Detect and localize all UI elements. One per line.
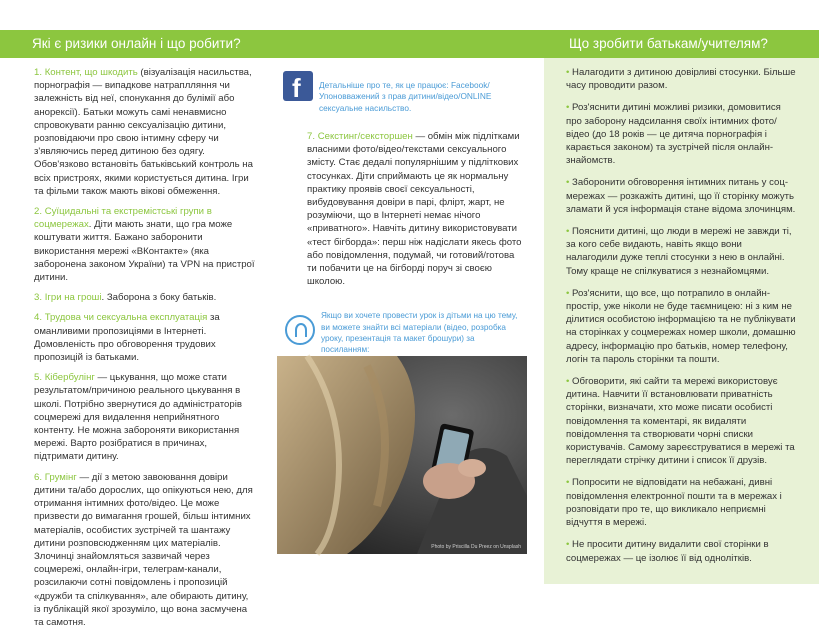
advice-item — [566, 101, 796, 167]
risk-item — [34, 291, 256, 304]
advice-text: Роз'яснити, що все, що потрапило в онлайн-простір, уже ніколи не буде таємницею: ні з ким не ділитися особистою інформацією та не публікувати на сторінках у соцмережах номер школи, домашню адресу, інформацію про батьків, номер телефону, логін та пароль сторінки та пошти. — [566, 287, 796, 365]
advice-item — [566, 476, 796, 529]
risks-column — [34, 66, 256, 636]
bullet-icon: • — [566, 226, 570, 238]
header-bar — [0, 30, 819, 58]
risk-text: . Заборона з боку батьків. — [101, 292, 217, 304]
risk-title: Контент, що шкодить — [44, 67, 138, 78]
bullet-icon: • — [566, 102, 570, 114]
advice-item — [566, 287, 796, 366]
risk-title: Грумінг — [44, 471, 77, 483]
right-section-title: Що зробити батькам/учителям? — [569, 36, 768, 51]
advice-item — [566, 176, 796, 216]
left-section-title: Які є ризики онлайн і що робити? — [32, 36, 241, 51]
advice-item — [566, 375, 796, 467]
bullet-icon: • — [566, 177, 570, 189]
advice-item — [566, 66, 796, 92]
risk-item — [34, 205, 256, 284]
risk-number: 2. — [34, 206, 43, 218]
lesson-note-description: Якщо ви хочете провести урок із дітьми на цю тему, ви можете знайти всі матеріали (відео, розробка уроку, презентація та макет брошури) за посиланням: — [321, 311, 518, 355]
risk-item-sexting — [307, 130, 525, 288]
advice-text: Роз'яснити дитині можливі ризики, домовитися про заборону надсилання своїх інтимних фото/відео (до 18 років — це дитяча порнографія і карається законом) та зустрічей після онлайн-знайомств. — [566, 102, 781, 167]
risk-text: за оманливими пропозиціями в Інтернеті. Домовленість про обговорення трудових пропозицій із батьками. — [34, 312, 220, 364]
advice-text: Пояснити дитині, що люди в мережі не завжди ті, за кого себе видають, навіть якщо вони налагодили дуже теплі стосунки з нею в онлайні. Тому краще не спілкуватися з незнайомцями. — [566, 226, 792, 277]
risk-title: Секстинг/сексторшен — [317, 131, 413, 142]
risk-text: — дії з метою завоювання довіри дитини та/або дорослих, що опікуються нею, для отримання інтимних фото/відео. Це може призвести до вимагання грошей, більш інтимних матеріалів, особистих зустрічей та шантажу дитини розповсюдженням цих матеріалів. Злочинці знайомляться зазвичай через соцмережі, онлайн-ігри, телеграм-канали, розсилаючи сотні повідомлень і пропозицій «дружби та спілкування», але обирають дитину, із публікацій якої зрозуміло, що вона засмучена та самотня. — [34, 471, 253, 628]
bullet-icon: • — [566, 477, 570, 489]
advice-text: Заборонити обговорення інтимних питань у соц-мережах — розкажіть дитині, що її сторінку можуть зламати й уся інформація стане відома злочинцям. — [566, 177, 796, 215]
risk-item — [34, 471, 256, 629]
risk-title: Трудова чи сексуальна експлуатація — [44, 312, 208, 324]
photo-teen-with-phone — [277, 356, 527, 554]
middle-column — [283, 66, 525, 374]
risk-number: 5. — [34, 372, 43, 384]
advice-text: Не просити дитину видалити свої сторінки в соцмережах — це ізолює її від однолітків. — [566, 539, 769, 564]
bullet-icon: • — [566, 539, 570, 551]
risk-number: 6. — [34, 471, 43, 483]
advice-item — [566, 538, 796, 564]
advice-item — [566, 225, 796, 278]
risk-number: 1. — [34, 67, 43, 78]
link-icon — [285, 315, 315, 345]
bullet-icon: • — [566, 287, 570, 299]
risk-text: — обмін між підлітками власними фото/відео/текстами сексуального змісту. Стає дедалі популярнішим у підліткових стосунках. Діти сприймають це як нормальну практику проявів своєї сексуальності, вибудовування довіри в парі, флірт, жарт, не розуміючи, що в Інтернеті немає нічого «приватного». Навчіть дитину використовувати «тест бігборда»: перш ніж надіслати якесь фото або повідомлення, подумай, чи готовий/готова ти побачити це на бігборді поруч зі своєю школою. — [307, 131, 522, 288]
bullet-icon: • — [566, 376, 570, 388]
risk-title: Кібербулінг — [44, 372, 95, 384]
advice-text: Налагодити з дитиною довірливі стосунки. Більше часу проводити разом. — [566, 67, 796, 92]
risk-number: 4. — [34, 312, 43, 324]
risk-text: . Діти мають знати, що гра може коштувати життя. Бажано заборонити використання мережі «ВКонтакте» (яка заборонена законом України) та VPN на пристрої дитини. — [34, 219, 255, 284]
photo-credit: Photo by Priscilla Du Preez on Unsplash — [431, 544, 521, 550]
risk-text: (візуалізація насильства, порнографія — випадкове натраплляння чи залежність від неї, спонукання до булімії або анорексії). Батьки можуть самі ненавмисно спровокувати ранню сексуалізацію дитини, розповідаючи про свою інтимну сферу чи з'являючись перед дитиною без одягу. Обов'язково встановіть батьківський контроль на всіх пристроях, якими користується дитина. Ігри та фільми також мають вікові обмеження. — [34, 67, 253, 197]
bullet-icon: • — [566, 67, 570, 78]
facebook-note-text: Детальніше про те, як це працює: Facebook/Упоновважений з прав дитини/відео/ONLINE сексуальне насильство. — [319, 80, 492, 113]
risk-text: — цькування, що може стати результатом/причиною реального цькування в школі. Потрібно звернутися до адміністраторів соцмережі для видалення неприйнятного контенту. Не можна забороняти використання мережі. Варто розібратися в причинах, підтримати дитину. — [34, 372, 242, 463]
risk-item — [34, 371, 256, 463]
advice-text: Обговорити, які сайти та мережі використовує дитина. Навчити її встановлювати приватність сторінки, визначати, хто може писати особисті повідомлення та коментарі, як видаляти повідомлення та створювати чорні списки користувачів. Самому зареєструватися в мережі та переглядати стрічку дитини і список її друзів. — [566, 376, 795, 467]
risk-number: 3. — [34, 292, 43, 304]
risk-item — [34, 311, 256, 364]
advice-text: Попросити не відповідати на небажані, дивні повідомлення електронної пошти та в мережах і розповідати про те, що викликало неприємні відчуття в мережі. — [566, 477, 782, 529]
risk-title: Суїцидальні та екстремістські групи в соцмережах — [34, 206, 212, 231]
risk-title: Ігри на гроші — [44, 292, 102, 304]
facebook-note — [283, 66, 525, 118]
risk-number: 7. — [307, 131, 316, 142]
risk-item — [34, 66, 256, 198]
facebook-icon: f — [283, 71, 313, 101]
advice-column — [566, 66, 796, 574]
photo-illustration — [277, 356, 527, 554]
